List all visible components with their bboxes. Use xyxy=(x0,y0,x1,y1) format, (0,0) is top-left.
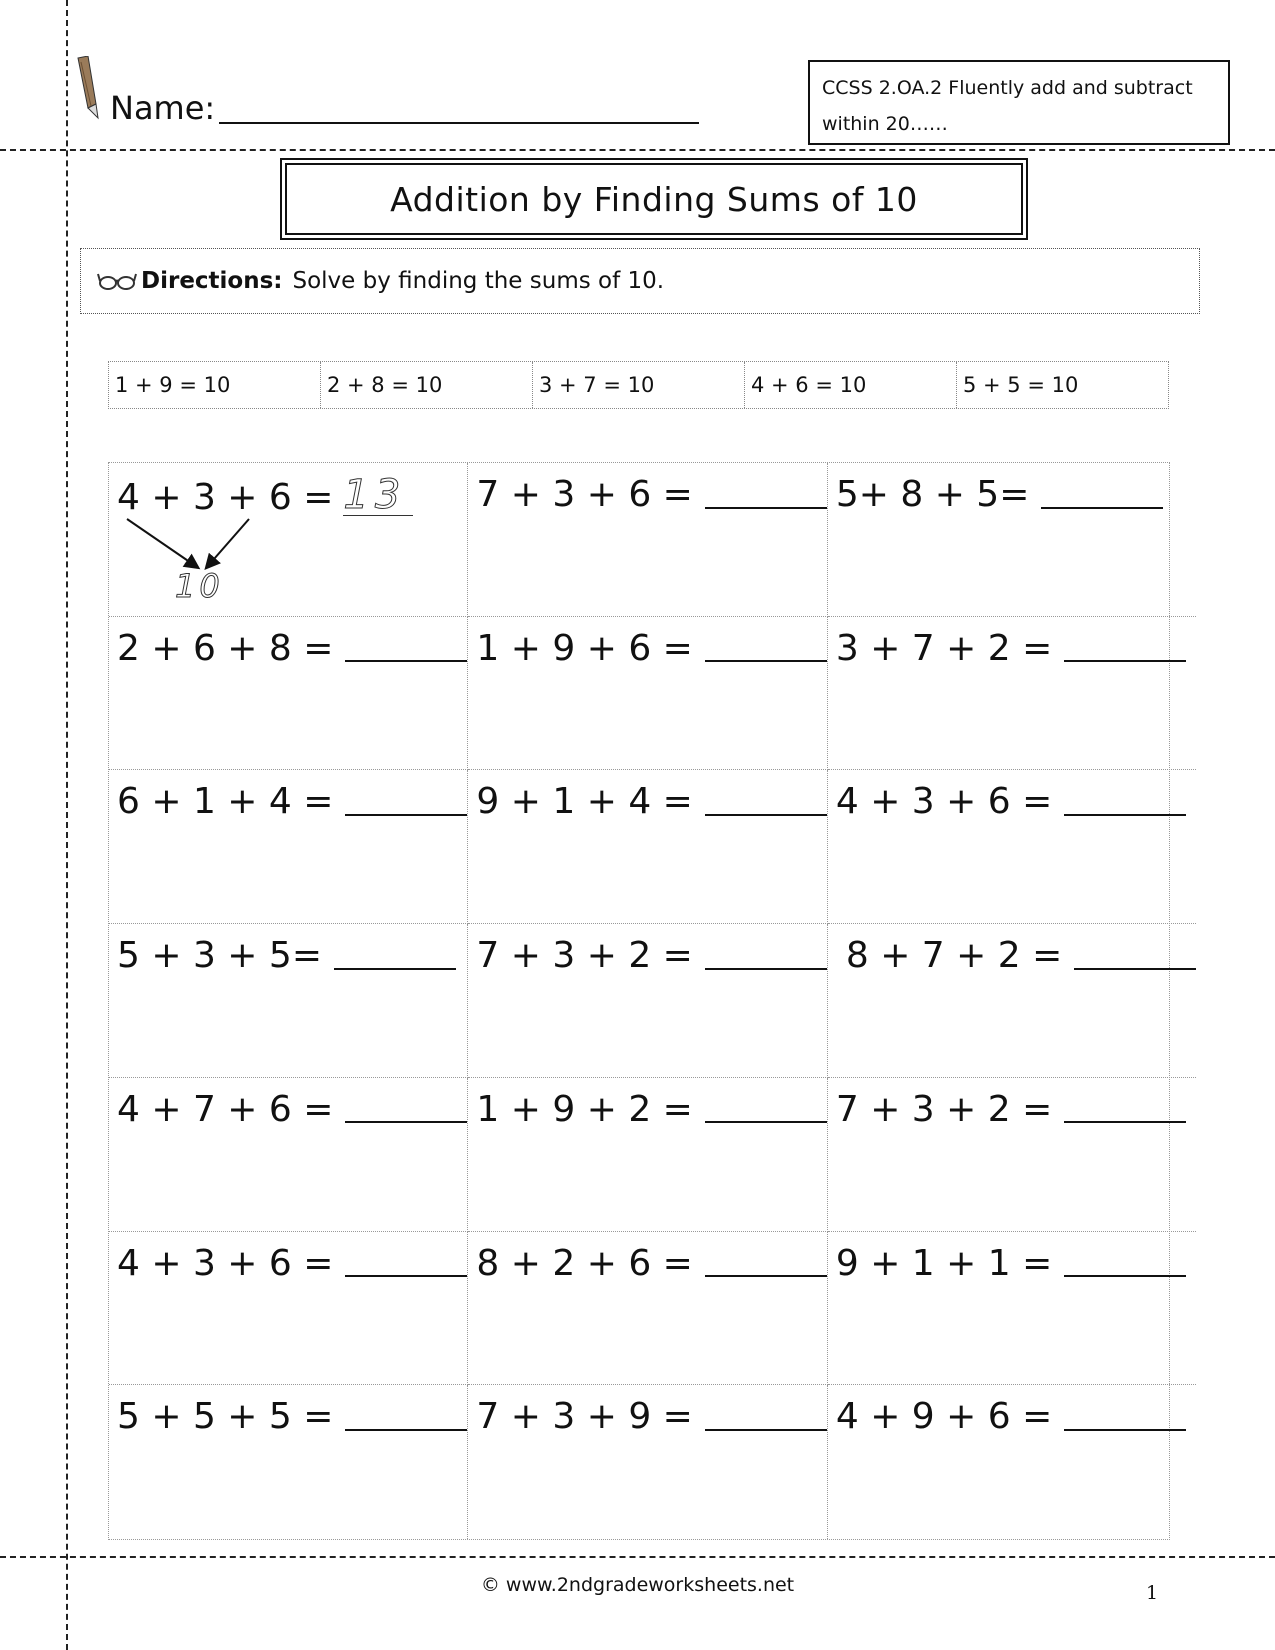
answer-blank[interactable] xyxy=(705,968,827,970)
problem-cell xyxy=(109,463,468,617)
answer-blank[interactable] xyxy=(345,1275,467,1277)
problem-cell xyxy=(828,617,1196,771)
problem-text: 1 + 9 + 6 = xyxy=(476,627,693,669)
pencil-icon xyxy=(72,56,100,122)
problem-cell xyxy=(468,617,827,771)
top-cut-line xyxy=(0,149,1275,151)
standard-line-1: CCSS 2.OA.2 Fluently add and subtract xyxy=(822,77,1193,99)
problem-cell xyxy=(828,1232,1196,1386)
standard-box xyxy=(808,60,1230,145)
title-box xyxy=(280,158,1028,240)
problem-cell xyxy=(828,1078,1196,1232)
problem-cell xyxy=(109,1232,468,1386)
answer-blank[interactable] xyxy=(345,660,467,662)
footer-copyright: © www.2ndgradeworksheets.net xyxy=(480,1574,795,1596)
answer-blank[interactable] xyxy=(1064,660,1186,662)
problem-text: 2 + 6 + 8 = xyxy=(117,627,334,669)
problem-cell xyxy=(109,1385,468,1539)
problem-cell xyxy=(109,924,468,1078)
facts-strip xyxy=(108,361,1169,409)
problem-text: 5 + 3 + 5= xyxy=(117,935,322,977)
answer-blank[interactable] xyxy=(705,1275,827,1277)
problem-cell xyxy=(828,924,1196,1078)
answer-blank[interactable] xyxy=(1064,1429,1186,1431)
example-answer: 13 xyxy=(343,475,413,516)
directions-box xyxy=(80,248,1200,314)
example-sub-answer: 10 xyxy=(175,567,224,605)
problem-cell xyxy=(468,770,827,924)
problem-text: 7 + 3 + 2 = xyxy=(476,935,693,977)
directions-label: Directions: xyxy=(141,268,283,294)
fact-item: 1 + 9 = 10 xyxy=(109,362,321,408)
bottom-cut-line xyxy=(0,1556,1275,1558)
problem-cell xyxy=(109,617,468,771)
answer-blank[interactable] xyxy=(1041,507,1163,509)
problem-cell xyxy=(828,1385,1196,1539)
fact-item: 2 + 8 = 10 xyxy=(321,362,533,408)
problem-text: 8 + 2 + 6 = xyxy=(476,1242,693,1284)
answer-blank[interactable] xyxy=(345,1429,467,1431)
problem-text: 4 + 7 + 6 = xyxy=(117,1088,334,1130)
problem-cell xyxy=(468,1078,827,1232)
answer-blank[interactable] xyxy=(705,507,827,509)
problem-text: 7 + 3 + 6 = xyxy=(476,474,693,515)
page-number: 1 xyxy=(1146,1582,1159,1604)
problem-text: 5+ 8 + 5= xyxy=(835,474,1030,515)
answer-blank[interactable] xyxy=(705,814,827,816)
name-field[interactable] xyxy=(219,90,699,124)
answer-blank[interactable] xyxy=(1064,1121,1186,1123)
problem-text: 7 + 3 + 9 = xyxy=(476,1396,693,1438)
problem-cell xyxy=(468,1232,827,1386)
problem-cell xyxy=(468,1385,827,1539)
fact-item: 3 + 7 = 10 xyxy=(533,362,745,408)
problem-text: 4 + 3 + 6 = xyxy=(117,1242,334,1284)
answer-blank[interactable] xyxy=(705,1429,827,1431)
problem-cell xyxy=(468,924,827,1078)
answer-blank[interactable] xyxy=(705,660,827,662)
problem-grid xyxy=(108,462,1170,1540)
answer-blank[interactable] xyxy=(334,968,456,970)
problem-text: 1 + 9 + 2 = xyxy=(476,1088,693,1130)
name-label: Name: xyxy=(110,89,216,127)
fact-item: 5 + 5 = 10 xyxy=(963,373,1079,397)
problem-text: 4 + 9 + 6 = xyxy=(835,1396,1053,1438)
problem-text: 4 + 3 + 6 = xyxy=(117,477,334,519)
problem-text: 7 + 3 + 2 = xyxy=(835,1088,1053,1130)
problem-text: 6 + 1 + 4 = xyxy=(117,781,334,823)
answer-blank[interactable] xyxy=(345,1121,467,1123)
standard-line-2: within 20…… xyxy=(822,113,948,135)
answer-blank[interactable] xyxy=(345,814,467,816)
problem-text: 3 + 7 + 2 = xyxy=(835,627,1053,669)
answer-blank[interactable] xyxy=(1074,968,1196,970)
problem-text: 9 + 1 + 1 = xyxy=(835,1242,1053,1284)
answer-blank[interactable] xyxy=(1064,1275,1186,1277)
problem-cell xyxy=(109,1078,468,1232)
problem-text: 4 + 3 + 6 = xyxy=(835,781,1053,823)
problem-cell xyxy=(109,770,468,924)
name-row xyxy=(110,89,699,127)
problem-cell xyxy=(468,463,827,617)
margin-line xyxy=(66,0,68,1650)
answer-blank[interactable] xyxy=(1064,814,1186,816)
answer-blank[interactable] xyxy=(705,1121,827,1123)
page-title: Addition by Finding Sums of 10 xyxy=(285,163,1023,235)
directions-text: Solve by finding the sums of 10. xyxy=(292,268,665,294)
glasses-icon xyxy=(97,270,137,292)
problem-text: 9 + 1 + 4 = xyxy=(476,781,693,823)
problem-cell xyxy=(828,770,1196,924)
problem-text: 8 + 7 + 2 = xyxy=(845,935,1063,977)
fact-item: 4 + 6 = 10 xyxy=(745,362,957,408)
problem-cell xyxy=(828,463,1196,617)
problem-text: 5 + 5 + 5 = xyxy=(117,1396,334,1438)
